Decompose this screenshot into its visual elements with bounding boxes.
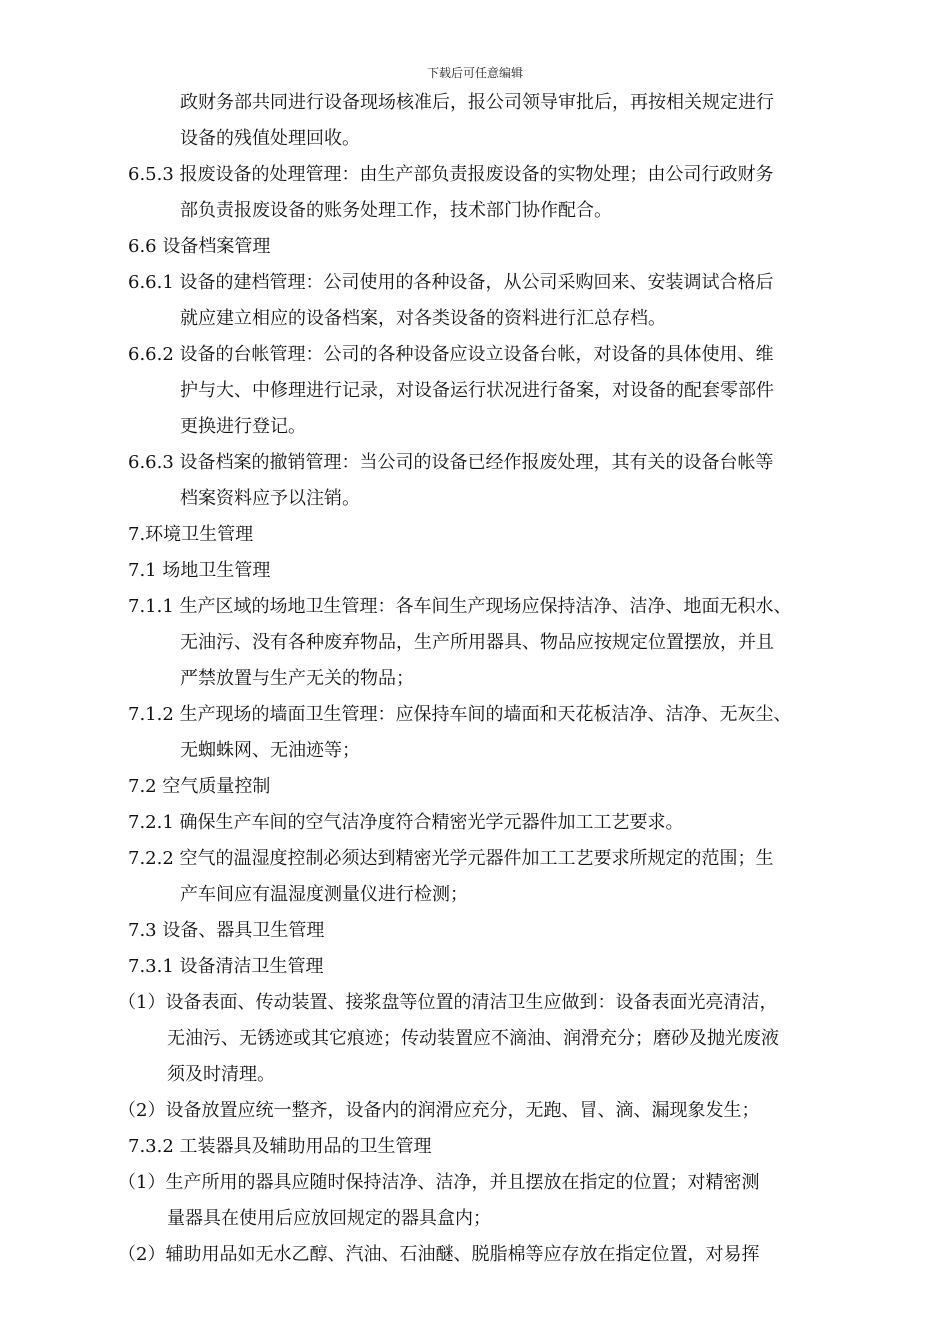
text-line: 7.1.2 生产现场的墙面卫生管理：应保持车间的墙面和天花板洁净、洁净、无灰尘、 xyxy=(128,704,792,725)
text-line: 无油污、没有各种废弃物品，生产所用器具、物品应按规定位置摆放，并且 xyxy=(180,632,774,653)
text-line: 7.3 设备、器具卫生管理 xyxy=(128,920,325,941)
section-heading xyxy=(128,517,838,553)
list-item xyxy=(118,985,838,1093)
page-header: 下载后可任意编辑 xyxy=(426,66,523,80)
paragraph xyxy=(128,589,838,697)
text-line: 7.2 空气质量控制 xyxy=(128,776,271,797)
section-heading xyxy=(128,553,838,589)
text-line: 6.6 设备档案管理 xyxy=(128,236,271,257)
text-line: 7.1 场地卫生管理 xyxy=(128,560,271,581)
text-line: 6.6.3 设备档案的撤销管理：当公司的设备已经作报废处理，其有关的设备台帐等 xyxy=(128,452,774,473)
paragraph xyxy=(128,445,838,517)
section-heading xyxy=(128,229,838,265)
text-line: （2）设备放置应统一整齐，设备内的润滑应充分，无跑、冒、滴、漏现象发生； xyxy=(118,1100,760,1121)
paragraph xyxy=(128,841,838,913)
paragraph xyxy=(128,697,838,769)
paragraph xyxy=(128,265,838,337)
text-line: 7.3.2 工装器具及辅助用品的卫生管理 xyxy=(128,1136,432,1157)
text-line: 档案资料应予以注销。 xyxy=(180,488,360,509)
text-line: 护与大、中修理进行记录，对设备运行状况进行备案，对设备的配套零部件 xyxy=(180,380,774,401)
text-line: 就应建立相应的设备档案，对各类设备的资料进行汇总存档。 xyxy=(180,308,666,329)
document-body xyxy=(118,85,838,1273)
text-line: 6.6.1 设备的建档管理：公司使用的各种设备，从公司采购回来、安装调试合格后 xyxy=(128,272,774,293)
text-line: 更换进行登记。 xyxy=(180,416,306,437)
text-line: （1）生产所用的器具应随时保持洁净、洁净，并且摆放在指定的位置；对精密测 xyxy=(118,1172,760,1193)
text-line: 政财务部共同进行设备现场核准后，报公司领导审批后，再按相关规定进行 xyxy=(180,92,774,113)
list-item xyxy=(118,1237,838,1273)
text-line: 7.2.1 确保生产车间的空气洁净度符合精密光学元器件加工工艺要求。 xyxy=(128,812,684,833)
text-line: 7.环境卫生管理 xyxy=(128,524,254,545)
section-heading xyxy=(128,913,838,949)
text-line: 量器具在使用后应放回规定的器具盒内； xyxy=(167,1208,491,1229)
text-line: 7.1.1 生产区域的场地卫生管理：各车间生产现场应保持洁净、洁净、地面无积水、 xyxy=(128,596,792,617)
text-line: 部负责报废设备的账务处理工作，技术部门协作配合。 xyxy=(180,200,612,221)
text-line: （1）设备表面、传动装置、接浆盘等位置的清洁卫生应做到：设备表面光亮清洁， xyxy=(118,992,778,1013)
section-heading xyxy=(128,769,838,805)
text-line: 无油污、无锈迹或其它痕迹；传动装置应不滴油、润滑充分；磨砂及抛光废液 xyxy=(167,1028,779,1049)
text-line: （2）辅助用品如无水乙醇、汽油、石油醚、脱脂棉等应存放在指定位置，对易挥 xyxy=(118,1244,760,1265)
paragraph xyxy=(128,157,838,229)
section-heading xyxy=(128,1129,838,1165)
text-line: 6.6.2 设备的台帐管理：公司的各种设备应设立设备台帐，对设备的具体使用、维 xyxy=(128,344,774,365)
text-line: 严禁放置与生产无关的物品； xyxy=(180,668,414,689)
text-line: 7.2.2 空气的温湿度控制必须达到精密光学元器件加工工艺要求所规定的范围；生 xyxy=(128,848,774,869)
list-item xyxy=(118,1093,838,1129)
paragraph xyxy=(128,337,838,445)
paragraph xyxy=(128,805,838,841)
text-line: 无蜘蛛网、无油迹等； xyxy=(180,740,360,761)
section-heading xyxy=(128,949,838,985)
list-item xyxy=(118,1165,838,1237)
text-line: 7.3.1 设备清洁卫生管理 xyxy=(128,956,324,977)
paragraph xyxy=(128,85,838,157)
text-line: 6.5.3 报废设备的处理管理：由生产部负责报废设备的实物处理；由公司行政财务 xyxy=(128,164,774,185)
text-line: 须及时清理。 xyxy=(167,1064,275,1085)
text-line: 产车间应有温湿度测量仪进行检测； xyxy=(180,884,468,905)
text-line: 设备的残值处理回收。 xyxy=(180,128,360,149)
